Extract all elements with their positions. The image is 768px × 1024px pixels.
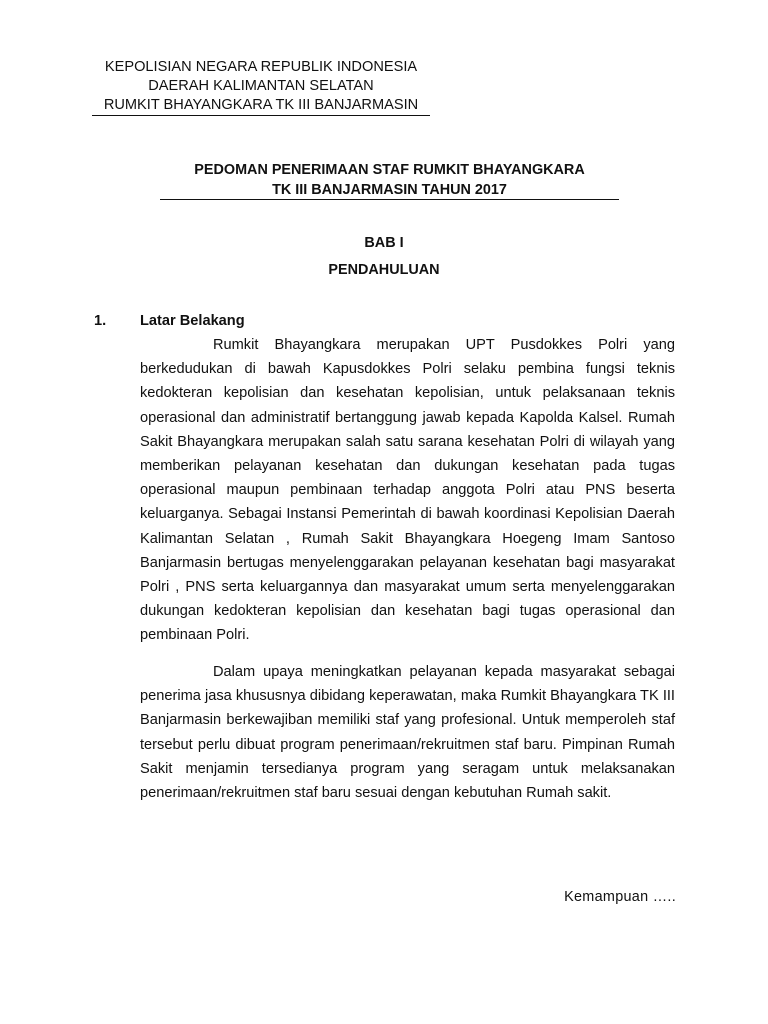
document-title [160,161,619,200]
document-title-line-2: TK III BANJARMASIN TAHUN 2017 [160,181,619,201]
section-number: 1. [94,313,107,329]
section-heading [94,313,245,329]
letterhead-line-1: KEPOLISIAN NEGARA REPUBLIK INDONESIA [104,59,418,75]
letterhead-line-2: DAERAH KALIMANTAN SELATAN [148,77,374,94]
paragraph-2 [140,660,675,805]
section-title: Latar Belakang [140,313,245,329]
letterhead-line-3: RUMKIT BHAYANGKARA TK III BANJARMASIN [92,96,430,116]
chapter-number: BAB I [364,235,404,251]
paragraph-1-text: Rumkit Bhayangkara merupakan UPT Pusdokkes Polri yang berkedudukan di bawah Kapusdokkes Polri selaku pembina fungsi teknis kedokteran kepolisian dan kesehatan kepolisian, untuk pelaksanaan teknis operasional dan administratif bertanggung jawab kepada Kapolda Kalsel. Rumah Sakit Bhayangkara merupakan salah satu sarana kesehatan Polri di wilayah yang memberikan pelayanan kesehatan dan dukungan kesehatan pada tugas operasional maupun pembinaan terhadap anggota Polri atau PNS beserta keluarganya. Sebagai Instansi Pemerintah di bawah koordinasi Kepolisian Daerah Kalimantan Selatan , Rumah Sakit Bhayangkara Hoegeng Imam Santoso Banjarmasin bertugas menyelenggarakan pelayanan kesehatan bagi masyarakat Polri , PNS serta keluargannya dan masyarakat umum serta menyelenggarakan dukungan kedokteran kepolisian dan kesehatan bagi tugas operasional dan pembinaan Polri. [140,337,675,644]
chapter-title: PENDAHULUAN [328,262,440,278]
document-title-line-1: PEDOMAN PENERIMAAN STAF RUMKIT BHAYANGKARA [194,162,585,178]
letterhead [92,58,430,116]
continuation-note: Kemampuan ….. [564,889,676,905]
paragraph-1 [140,333,675,648]
paragraph-2-text: Dalam upaya meningkatkan pelayanan kepada masyarakat sebagai penerima jasa khususnya dibidang keperawatan, maka Rumkit Bhayangkara TK III Banjarmasin berkewajiban memiliki staf yang profesional. Untuk memperoleh staf tersebut perlu dibuat program penerimaan/rekruitmen staf baru. Pimpinan Rumah Sakit menjamin tersedianya program yang seragam untuk melaksanakan penerimaan/rekruitmen staf baru sesuai dengan kebutuhan Rumah sakit. [140,664,675,802]
